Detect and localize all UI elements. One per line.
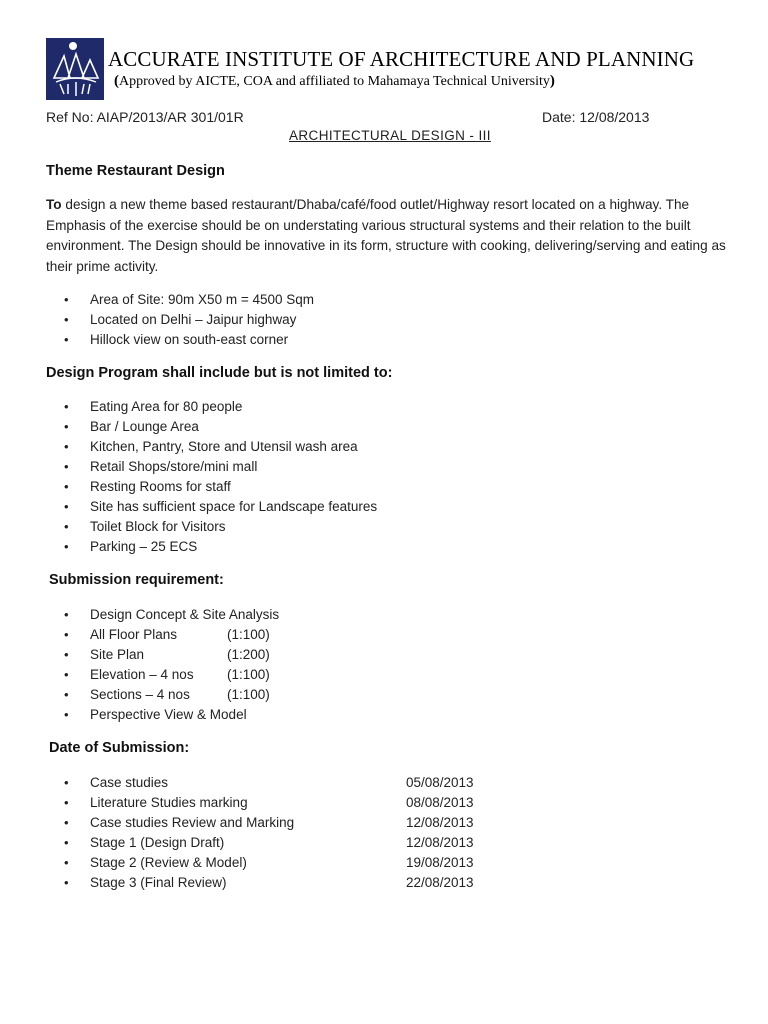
list-item: • Site has sufficient space for Landscape features: [62, 497, 377, 517]
list-item: • Retail Shops/store/mini mall: [62, 457, 377, 477]
intro-lead: To: [46, 197, 62, 212]
list-item: • Stage 1 (Design Draft) 12/08/2013: [62, 833, 294, 853]
list-item: • Parking – 25 ECS: [62, 537, 377, 557]
list-item: • Area of Site: 90m X50 m = 4500 Sqm: [62, 290, 314, 310]
program-list: [62, 397, 377, 557]
list-item: • Case studies Review and Marking 12/08/2013: [62, 813, 294, 833]
approval-text: Approved by AICTE, COA and affiliated to Mahamaya Technical University: [119, 74, 550, 89]
list-item: • Elevation – 4 nos (1:100): [62, 665, 279, 685]
list-item: • Stage 3 (Final Review) 22/08/2013: [62, 873, 294, 893]
list-item: • Kitchen, Pantry, Store and Utensil wash area: [62, 437, 377, 457]
list-item: • Toilet Block for Visitors: [62, 517, 377, 537]
list-item: • Case studies 05/08/2013: [62, 773, 294, 793]
intro-text: design a new theme based restaurant/Dhaba/café/food outlet/Highway resort located on a highway. The Emphasis of the exercise should be on understating various structural systems and their relation to the built environment. The Design should be innovative in its form, structure with cooking, delivering/serving and eating as their prime activity.: [46, 197, 726, 274]
list-item: • Resting Rooms for staff: [62, 477, 377, 497]
list-item: • Hillock view on south-east corner: [62, 330, 314, 350]
logo-emblem-icon: [46, 38, 104, 100]
intro-paragraph: [46, 195, 726, 277]
list-item: • Bar / Lounge Area: [62, 417, 377, 437]
dates-list: [62, 773, 474, 893]
theme-heading: Theme Restaurant Design: [46, 163, 225, 179]
list-item: • Stage 2 (Review & Model) 19/08/2013: [62, 853, 294, 873]
list-item: • Located on Delhi – Jaipur highway: [62, 310, 314, 330]
list-item: • Site Plan (1:200): [62, 645, 279, 665]
dates-heading: Date of Submission:: [49, 740, 190, 756]
program-heading: Design Program shall include but is not limited to:: [46, 365, 393, 381]
institute-name: ACCURATE INSTITUTE OF ARCHITECTURE AND PLANNING: [108, 47, 695, 71]
subject-title: ARCHITECTURAL DESIGN - III: [289, 128, 491, 143]
list-item: • Eating Area for 80 people: [62, 397, 377, 417]
site-points-list: [62, 290, 314, 350]
institute-approval: (Approved by AICTE, COA and affiliated to Mahamaya Technical University): [114, 73, 555, 89]
list-item: • Perspective View & Model: [62, 705, 279, 725]
list-item: • Literature Studies marking 08/08/2013: [62, 793, 294, 813]
reference-number: Ref No: AIAP/2013/AR 301/01R: [46, 109, 244, 125]
list-item: • All Floor Plans (1:100): [62, 625, 279, 645]
institute-logo: [46, 38, 104, 100]
list-item: • Design Concept & Site Analysis: [62, 605, 279, 625]
submission-list: [62, 605, 279, 725]
document-date: Date: 12/08/2013: [542, 109, 650, 125]
submission-heading: Submission requirement:: [49, 572, 224, 588]
list-item: • Sections – 4 nos (1:100): [62, 685, 279, 705]
